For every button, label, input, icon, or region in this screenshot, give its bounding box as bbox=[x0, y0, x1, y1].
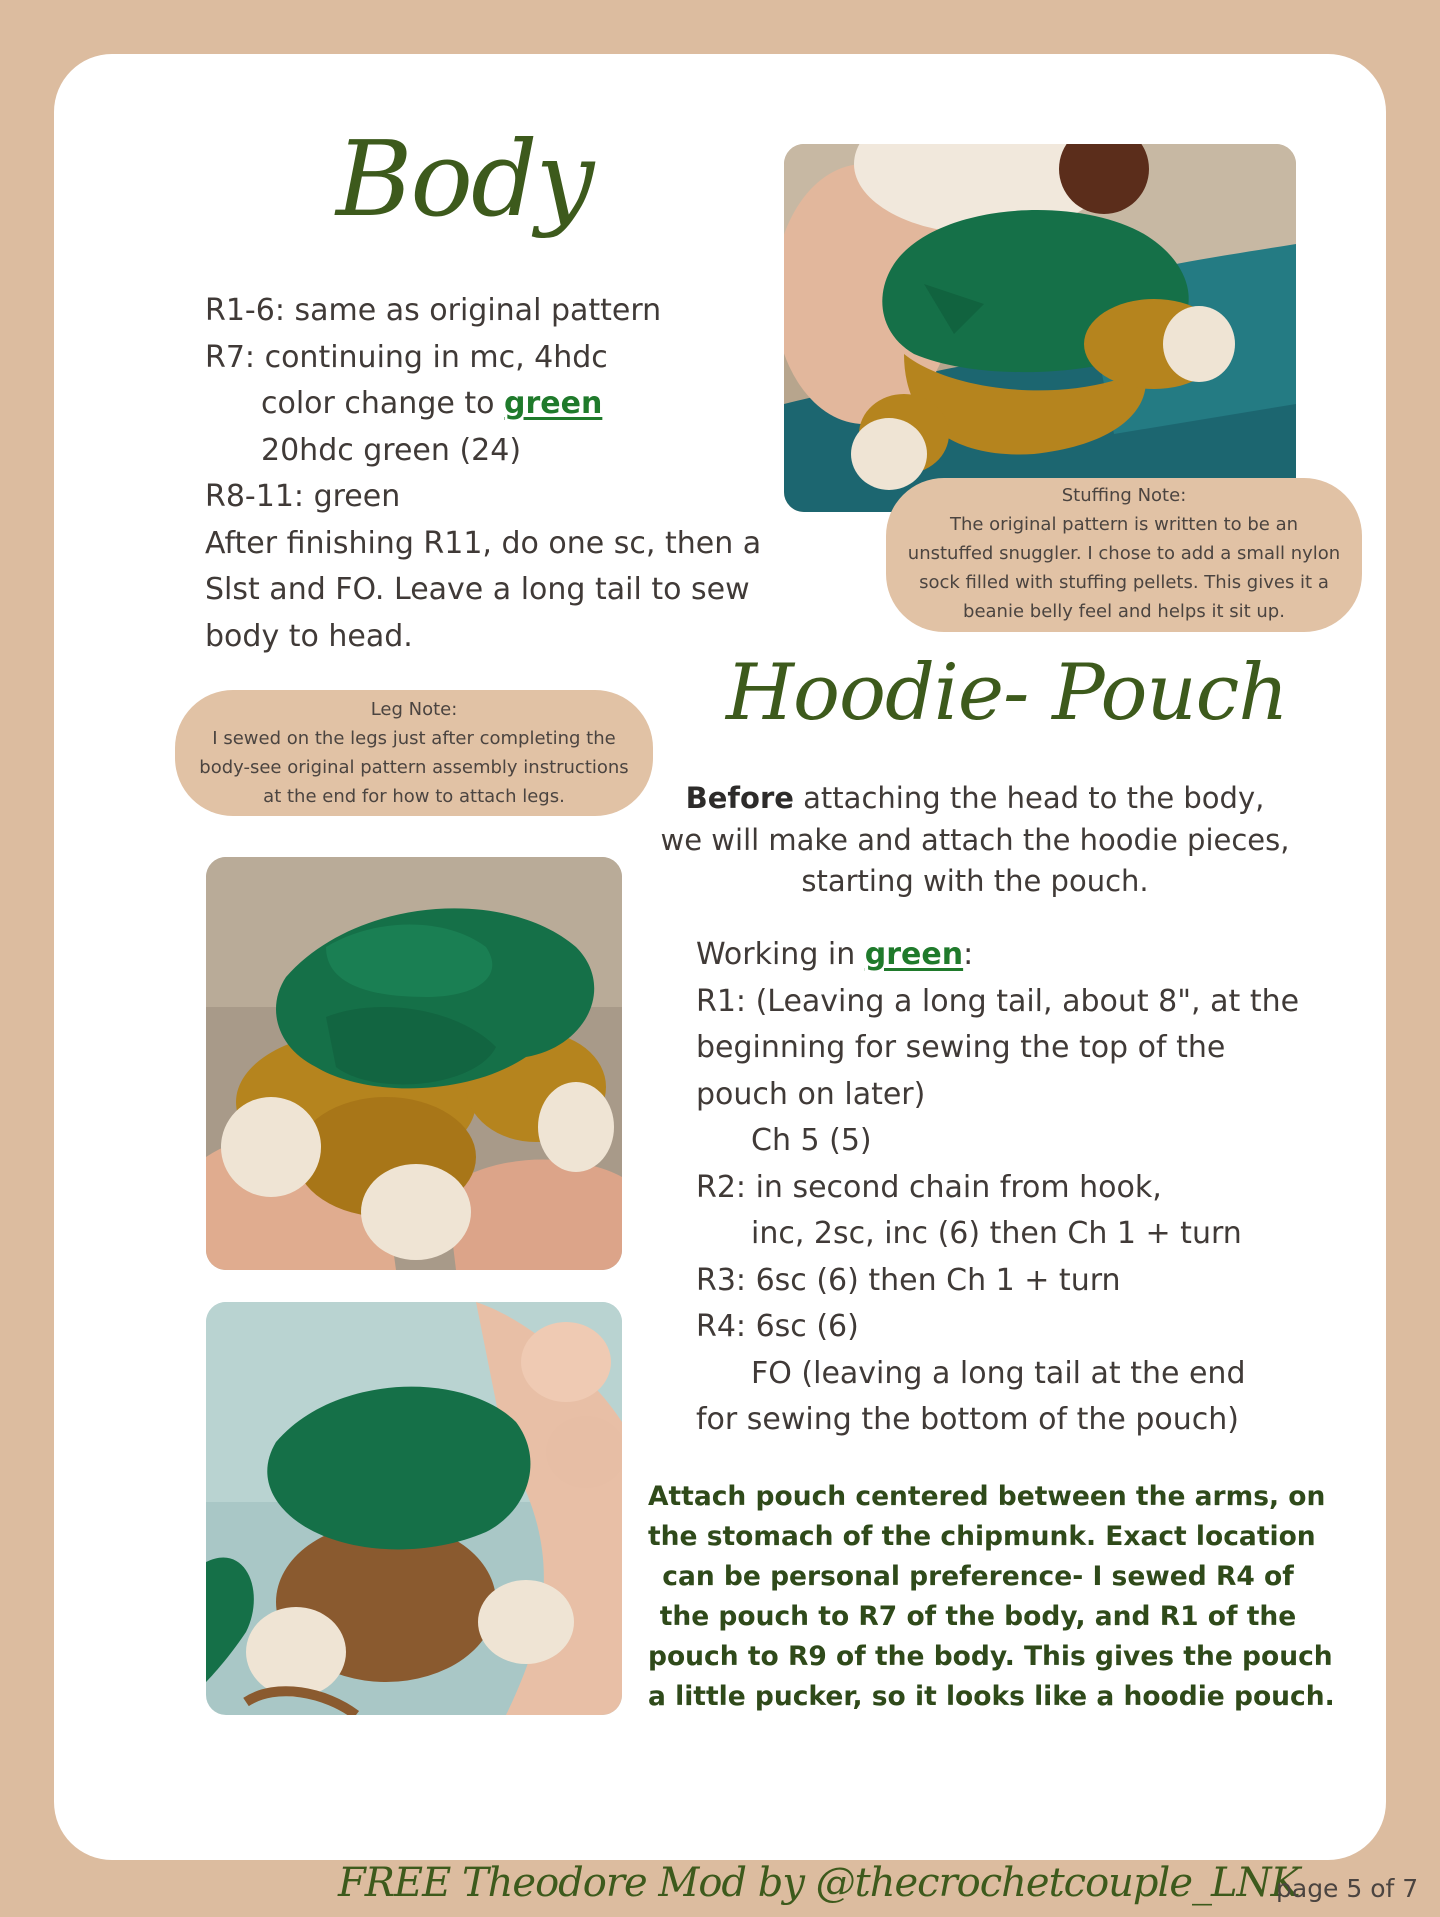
body-finish-line-2: Slst and FO. Leave a long tail to sew bbox=[205, 572, 750, 607]
pouch-step-r1-cont: pouch on later) bbox=[696, 1076, 926, 1112]
photo-chipmunk-hoodie-side bbox=[206, 1302, 622, 1715]
pouch-step-fo: FO (leaving a long tail at the end bbox=[751, 1355, 1246, 1391]
body-finish-line-1: After finishing R11, do one sc, then a bbox=[205, 525, 762, 561]
leg-note-title: Leg Note: bbox=[370, 699, 458, 720]
pouch-step-fo-cont: for sewing the bottom of the pouch) bbox=[696, 1402, 1239, 1437]
attach-line: can be personal preference- I sewed R4 of bbox=[662, 1561, 1294, 1592]
body-instructions bbox=[205, 288, 805, 660]
attach-line: pouch to R9 of the body. This gives the pouch bbox=[648, 1641, 1333, 1672]
intro-line-3: starting with the pouch. bbox=[801, 864, 1149, 898]
intro-line-2: we will make and attach the hoodie pieces, bbox=[660, 822, 1290, 857]
photo-chipmunk-pouch-top bbox=[206, 857, 622, 1270]
body-finish-line-3: body to head. bbox=[205, 618, 413, 654]
working-prefix: Working in bbox=[696, 937, 865, 972]
pouch-step-r2-cont: inc, 2sc, inc (6) then Ch 1 + turn bbox=[751, 1216, 1242, 1251]
stuffing-note-line: beanie belly feel and helps it sit up. bbox=[963, 601, 1285, 622]
hoodie-intro bbox=[660, 778, 1290, 903]
leg-note-line: at the end for how to attach legs. bbox=[263, 786, 565, 807]
pouch-step-r3: R3: 6sc (6) then Ch 1 + turn bbox=[696, 1262, 1121, 1298]
leg-note-line: I sewed on the legs just after completing the bbox=[212, 728, 616, 749]
body-step-r7-color-change bbox=[205, 381, 805, 428]
pouch-step-r1-chain: Ch 5 (5) bbox=[751, 1123, 872, 1158]
body-section-title: Body bbox=[336, 118, 593, 240]
hoodie-pouch-title: Hoodie- Pouch bbox=[726, 648, 1288, 738]
stuffing-note bbox=[886, 478, 1362, 632]
intro-bold-word: Before bbox=[685, 781, 794, 815]
attach-line: the stomach of the chipmunk. Exact location bbox=[648, 1521, 1316, 1552]
pouch-instructions bbox=[696, 932, 1336, 1444]
page-number: page 5 of 7 bbox=[1276, 1874, 1419, 1903]
attach-line: the pouch to R7 of the body, and R1 of the bbox=[659, 1601, 1297, 1632]
pouch-step-r2: R2: in second chain from hook, bbox=[696, 1169, 1162, 1205]
photo-chipmunk-front bbox=[784, 144, 1296, 512]
working-suffix: : bbox=[963, 937, 974, 972]
pouch-working-color bbox=[696, 932, 1336, 979]
stuffing-note-line: The original pattern is written to be an bbox=[949, 514, 1299, 535]
body-step-r8-11: R8-11: green bbox=[205, 479, 401, 514]
attach-line: Attach pouch centered between the arms, on bbox=[648, 1481, 1326, 1512]
stuffing-note-title: Stuffing Note: bbox=[1061, 485, 1187, 506]
leg-note bbox=[175, 690, 653, 816]
green-color-word: green bbox=[864, 937, 964, 972]
attach-line: a little pucker, so it looks like a hoodie pouch. bbox=[648, 1681, 1335, 1712]
intro-line-1-rest: attaching the head to the body, bbox=[793, 781, 1265, 815]
color-change-prefix: color change to bbox=[261, 386, 505, 421]
green-color-word: green bbox=[504, 386, 603, 421]
body-step-r7-hdc: 20hdc green (24) bbox=[261, 432, 522, 468]
attach-pouch-instructions bbox=[648, 1477, 1335, 1717]
stuffing-note-line: sock filled with stuffing pellets. This gives it a bbox=[919, 572, 1329, 593]
body-step-r1-6: R1-6: same as original pattern bbox=[205, 293, 662, 328]
pouch-step-r1-cont: beginning for sewing the top of the bbox=[696, 1030, 1226, 1065]
intro-line-1 bbox=[660, 778, 1290, 820]
stuffing-note-line: unstuffed snuggler. I chose to add a small nylon bbox=[907, 543, 1341, 564]
leg-note-line: body-see original pattern assembly instructions bbox=[199, 757, 629, 778]
pouch-step-r1: R1: (Leaving a long tail, about 8", at the bbox=[696, 983, 1300, 1019]
pouch-step-r4: R4: 6sc (6) bbox=[696, 1309, 859, 1344]
footer-credit: FREE Theodore Mod by @thecrochetcouple_LNK bbox=[338, 1860, 1300, 1906]
body-step-r7: R7: continuing in mc, 4hdc bbox=[205, 339, 608, 375]
